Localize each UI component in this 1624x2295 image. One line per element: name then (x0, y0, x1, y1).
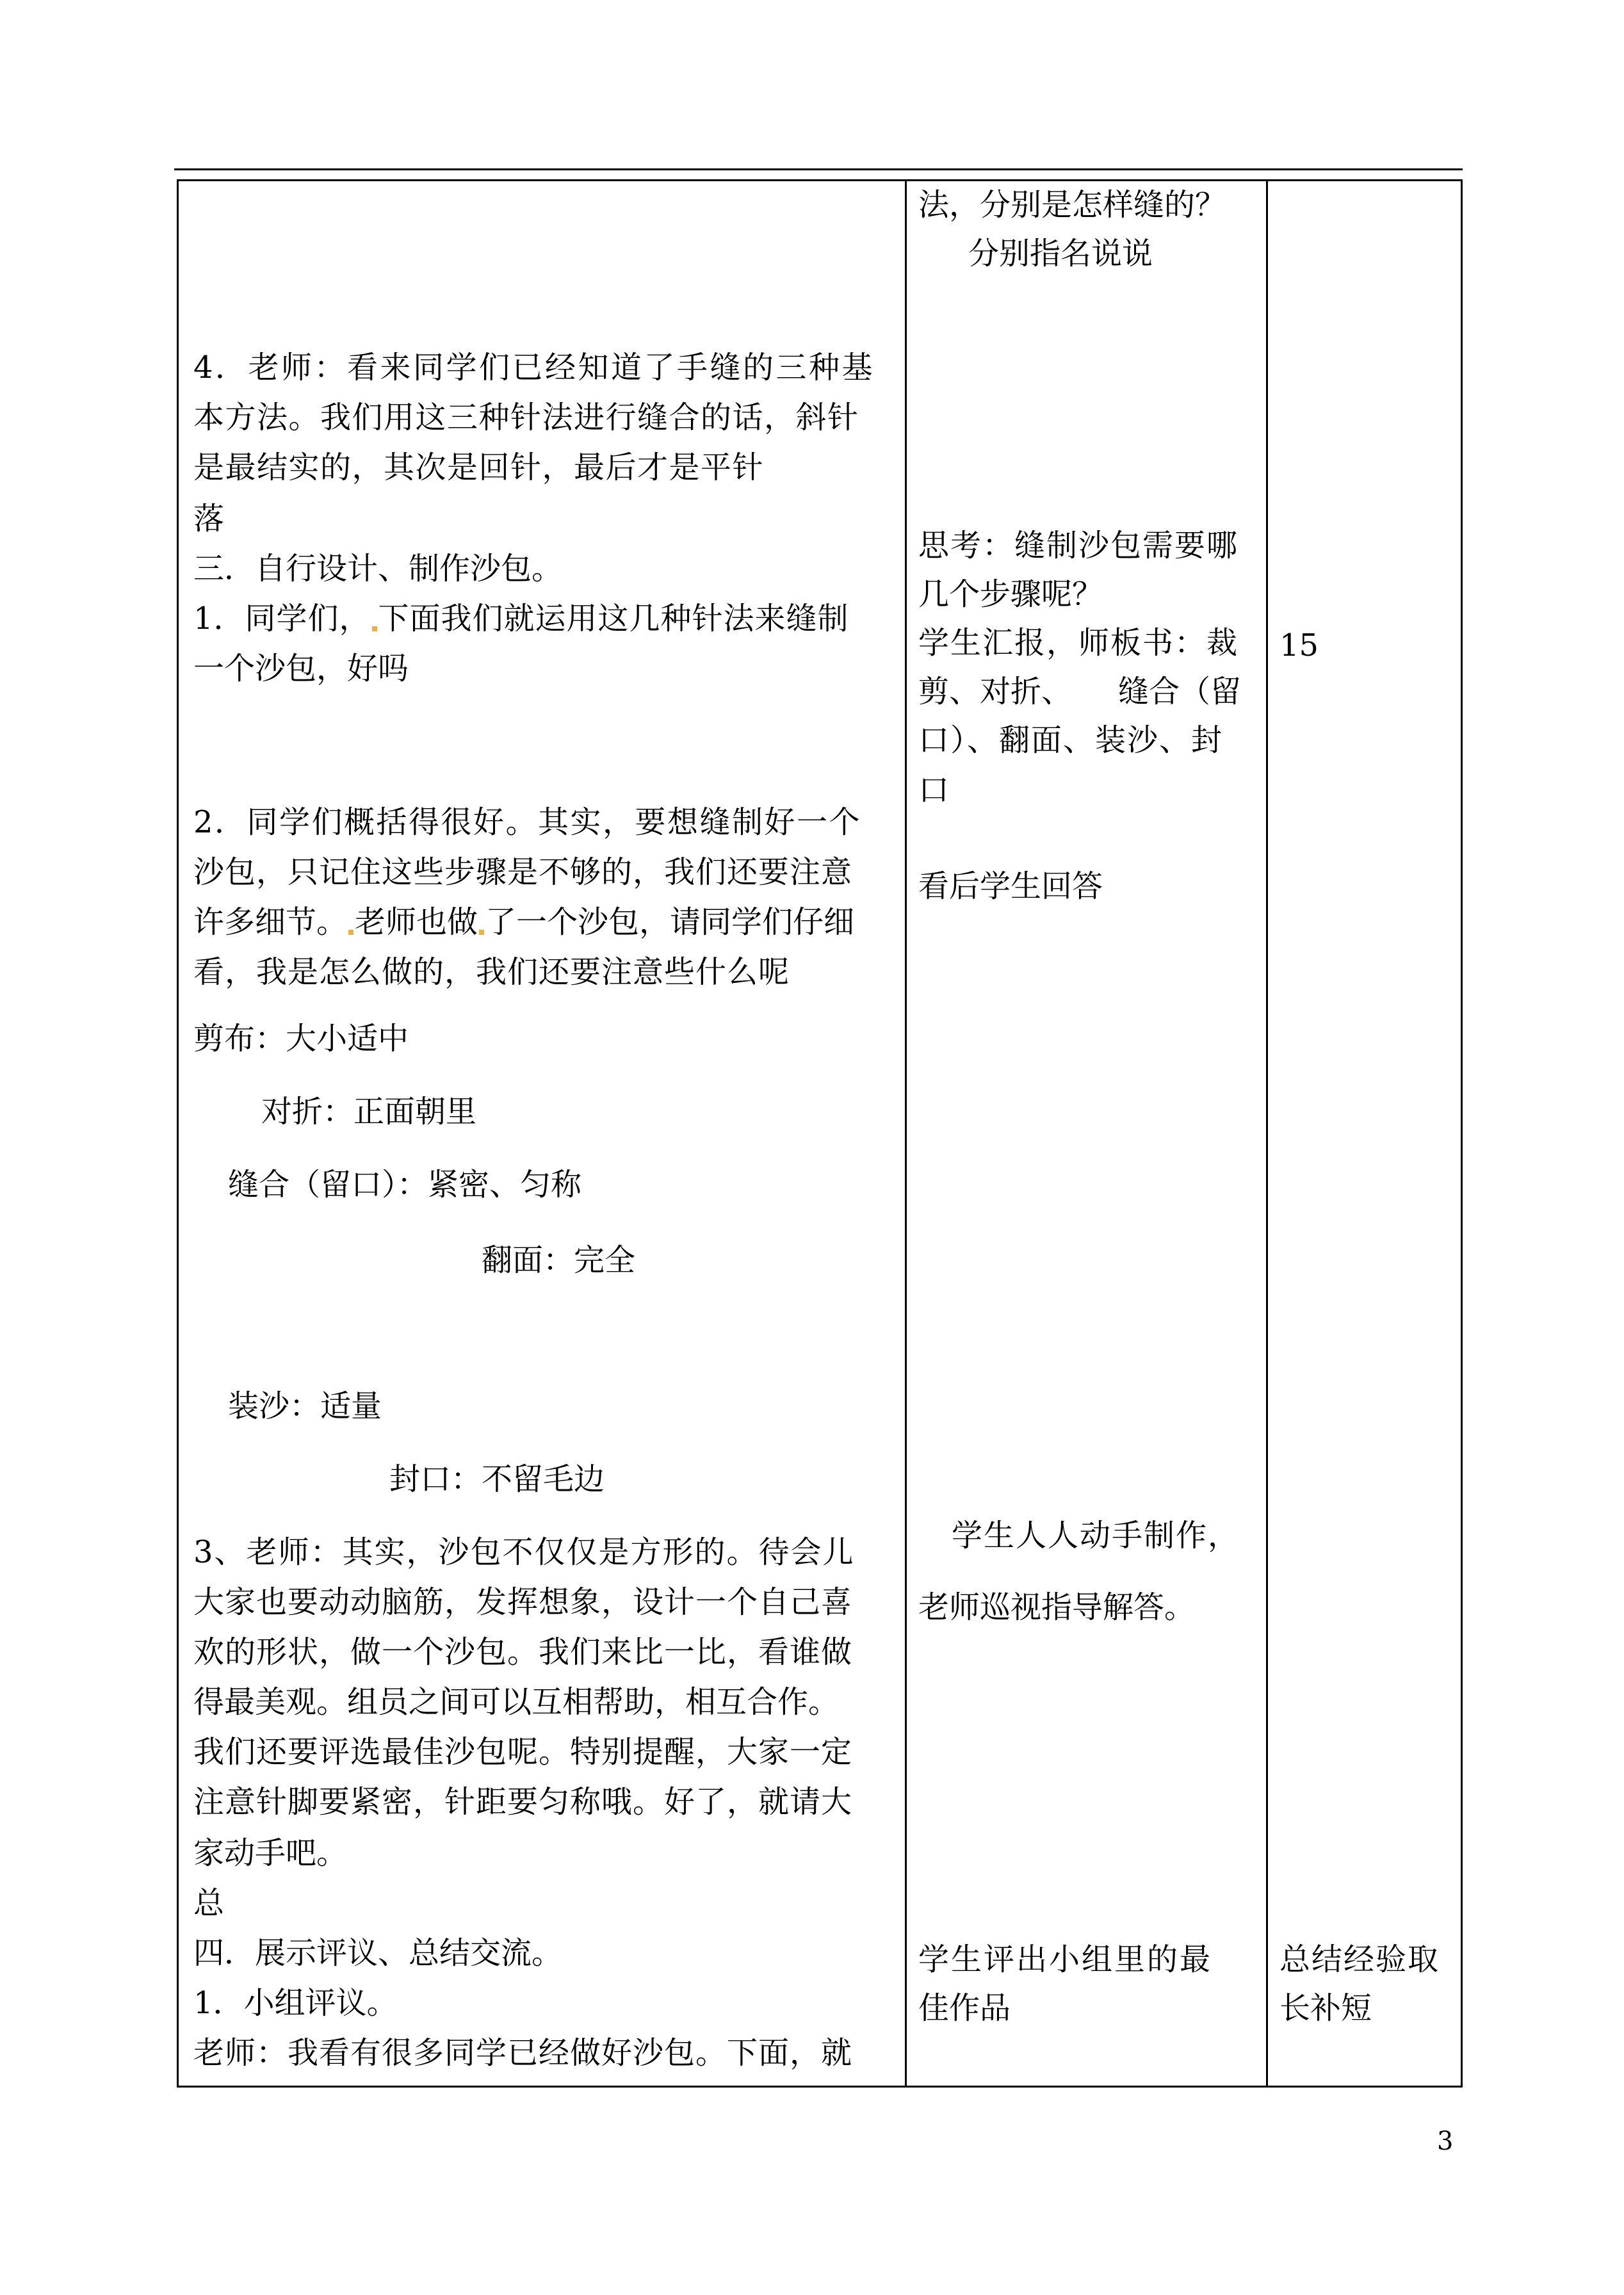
col3-line: 总结经验取 (1279, 1942, 1440, 1977)
col1-line: 是最结实的，其次是回针，最后才是平针 (193, 450, 765, 485)
step-turn: 翻面：完全 (482, 1242, 636, 1278)
col1-line: 2．同学们概括得很好。其实，要想缝制好一个 (193, 804, 862, 840)
col2-line: 分别指名说说 (968, 236, 1153, 272)
highlight-mark (372, 626, 377, 631)
time-minutes: 15 (1279, 628, 1319, 663)
col1-line: 本方法。我们用这三种针法进行缝合的话，斜针 (193, 400, 859, 435)
section-heading: 三．自行设计、制作沙包。 (193, 551, 563, 587)
step-seal: 封口：不留毛边 (389, 1461, 605, 1497)
column-divider-1 (905, 181, 907, 2086)
col1-line: 我们还要评选最佳沙包呢。特别提醒，大家一定 (193, 1734, 853, 1770)
col2-line: 学生人人动手制作， (952, 1518, 1240, 1553)
col1-line: 大家也要动动脑筋，发挥想象，设计一个自己喜 (193, 1584, 853, 1620)
col1-line: 欢的形状，做一个沙包。我们来比一比，看谁做 (193, 1634, 853, 1670)
col2-line: 佳作品 (918, 1990, 1011, 2026)
col1-line: 许多细节。 老师也做 了一个沙包，请同学们仔细 (193, 904, 855, 940)
column-divider-2 (1266, 181, 1268, 2086)
col2-line: 老师巡视指导解答。 (918, 1589, 1196, 1625)
col1-line: 3、老师：其实，沙包不仅仅是方形的。待会儿 (193, 1534, 855, 1570)
col2-line: 剪、对折、 缝合（留 (918, 674, 1242, 710)
page-number: 3 (1437, 2127, 1454, 2156)
col1-line: 落 (193, 501, 225, 537)
col1-line: 1．小组评议。 (193, 1985, 398, 2021)
step-fold: 对折：正面朝里 (261, 1094, 477, 1130)
col1-line: 沙包，只记住这些步骤是不够的，我们还要注意 (193, 854, 853, 890)
section-heading: 四．展示评议、总结交流。 (193, 1935, 563, 1971)
col2-line: 学生汇报，师板书：裁 (918, 625, 1239, 661)
col1-line: 老师：我看有很多同学已经做好沙包。下面，就 (193, 2035, 853, 2071)
highlight-mark (479, 930, 484, 935)
col2-line: 学生评出小组里的最 (918, 1942, 1213, 1977)
col1-line: 家动手吧。 (193, 1835, 348, 1871)
col1-line: 1．同学们， 下面我们就运用这几种针法来缝制 (193, 601, 849, 637)
col1-line: 得最美观。组员之间可以互相帮助，相互合作。 (193, 1684, 840, 1720)
col1-line: 总 (193, 1885, 225, 1921)
col2-line: 口）、翻面、装沙、封 (918, 722, 1224, 758)
col1-line: 看，我是怎么做的，我们还要注意些什么呢 (193, 954, 790, 990)
col1-line: 4．老师：看来同学们已经知道了手缝的三种基 (193, 350, 875, 385)
step-cut: 剪布：大小适中 (193, 1021, 409, 1057)
col2-line: 看后学生回答 (918, 868, 1103, 904)
col1-line: 一个沙包，好吗 (193, 651, 409, 686)
step-fill: 装沙：适量 (228, 1388, 382, 1424)
highlight-mark (348, 930, 353, 935)
col2-line: 思考：缝制沙包需要哪 (918, 528, 1239, 564)
col2-line: 法，分别是怎样缝的？ (918, 187, 1226, 223)
col1-line: 注意针脚要紧密，针距要匀称哦。好了，就请大 (193, 1784, 853, 1820)
col2-line: 几个步骤呢？ (918, 576, 1103, 612)
col3-line: 长补短 (1279, 1990, 1372, 2026)
col2-line: 口 (918, 772, 950, 808)
header-rule (174, 168, 1463, 170)
step-sew: 缝合（留口）：紧密、匀称 (228, 1167, 582, 1203)
